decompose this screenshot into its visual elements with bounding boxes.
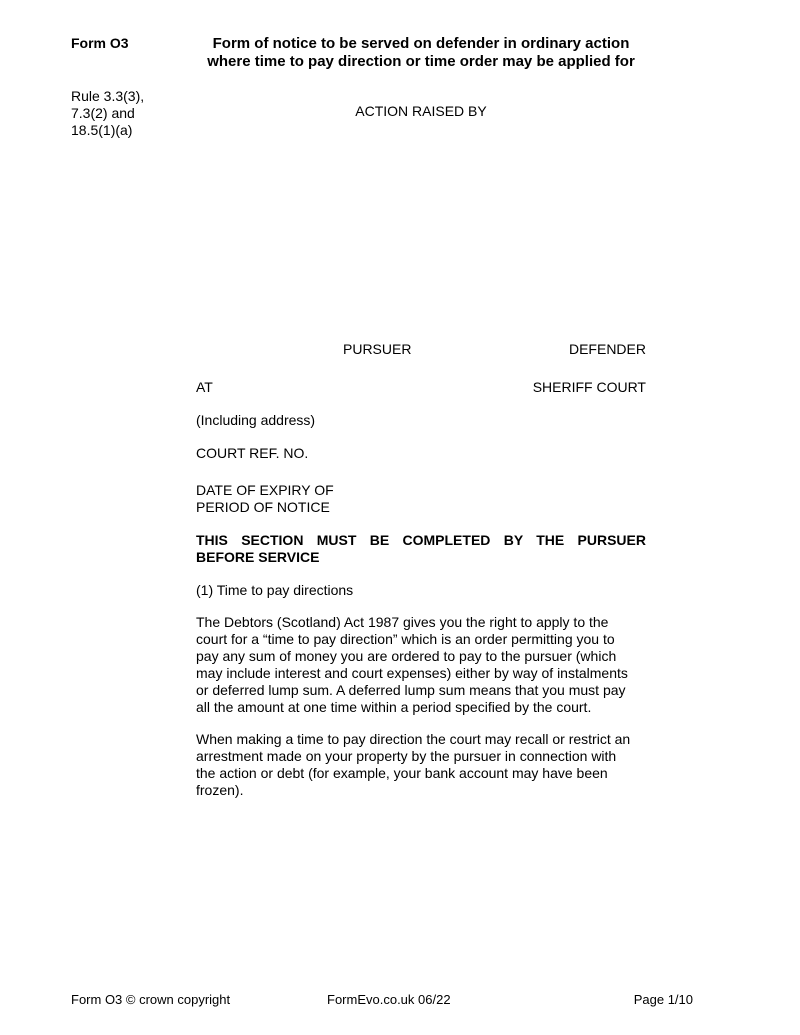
rule-reference-line: 18.5(1)(a) [71, 122, 133, 138]
form-code: Form O3 [71, 35, 129, 51]
date-of-expiry-line: PERIOD OF NOTICE [196, 499, 330, 515]
action-raised-by-label: ACTION RAISED BY [355, 103, 487, 119]
notice-line: BEFORE SERVICE [196, 549, 320, 565]
section-subheading: (1) Time to pay directions [196, 582, 354, 598]
paragraph-arrestment [196, 731, 651, 799]
sheriff-court-label: SHERIFF COURT [532, 379, 646, 395]
court-ref-label: COURT REF. NO. [196, 445, 309, 461]
footer-copyright: Form O3 © crown copyright [71, 992, 231, 1007]
form-title-line: where time to pay direction or time order may be applied for [207, 53, 635, 70]
paragraph-line: the action or debt (for example, your bank account may have been [196, 765, 608, 781]
rule-reference [71, 88, 181, 139]
pursuer-completion-notice [196, 532, 646, 566]
paragraph-line: The Debtors (Scotland) Act 1987 gives you the right to apply to the [196, 614, 609, 630]
footer-page-number: Page 1/10 [633, 992, 693, 1007]
rule-reference-line: 7.3(2) and [71, 105, 135, 121]
paragraph-line: When making a time to pay direction the court may recall or restrict an [196, 731, 631, 747]
footer-source: FormEvo.co.uk 06/22 [327, 992, 451, 1007]
paragraph-line: frozen). [196, 782, 244, 798]
paragraph-line: or deferred lump sum. A deferred lump sum means that you must pay [196, 682, 626, 698]
defender-label: DEFENDER [568, 341, 646, 357]
paragraph-line: all the amount at one time within a period specified by the court. [196, 699, 592, 715]
form-title-line: Form of notice to be served on defender in ordinary action [212, 35, 630, 52]
paragraph-line: arrestment made on your property by the pursuer in connection with [196, 748, 617, 764]
at-label: AT [196, 379, 213, 395]
rule-reference-line: Rule 3.3(3), [71, 88, 145, 104]
including-address-label: (Including address) [196, 412, 316, 428]
notice-line: THIS SECTION MUST BE COMPLETED BY THE PURSUER [196, 532, 646, 548]
paragraph-line: court for a “time to pay direction” which is an order permitting you to [196, 631, 615, 647]
paragraph-time-to-pay [196, 614, 651, 716]
paragraph-line: may include interest and court expenses) either by way of instalments [196, 665, 628, 681]
paragraph-line: pay any sum of money you are ordered to pay to the pursuer (which [196, 648, 617, 664]
date-of-expiry-label [196, 482, 396, 516]
form-title [196, 35, 646, 71]
date-of-expiry-line: DATE OF EXPIRY OF [196, 482, 334, 498]
pursuer-label: PURSUER [343, 341, 412, 357]
